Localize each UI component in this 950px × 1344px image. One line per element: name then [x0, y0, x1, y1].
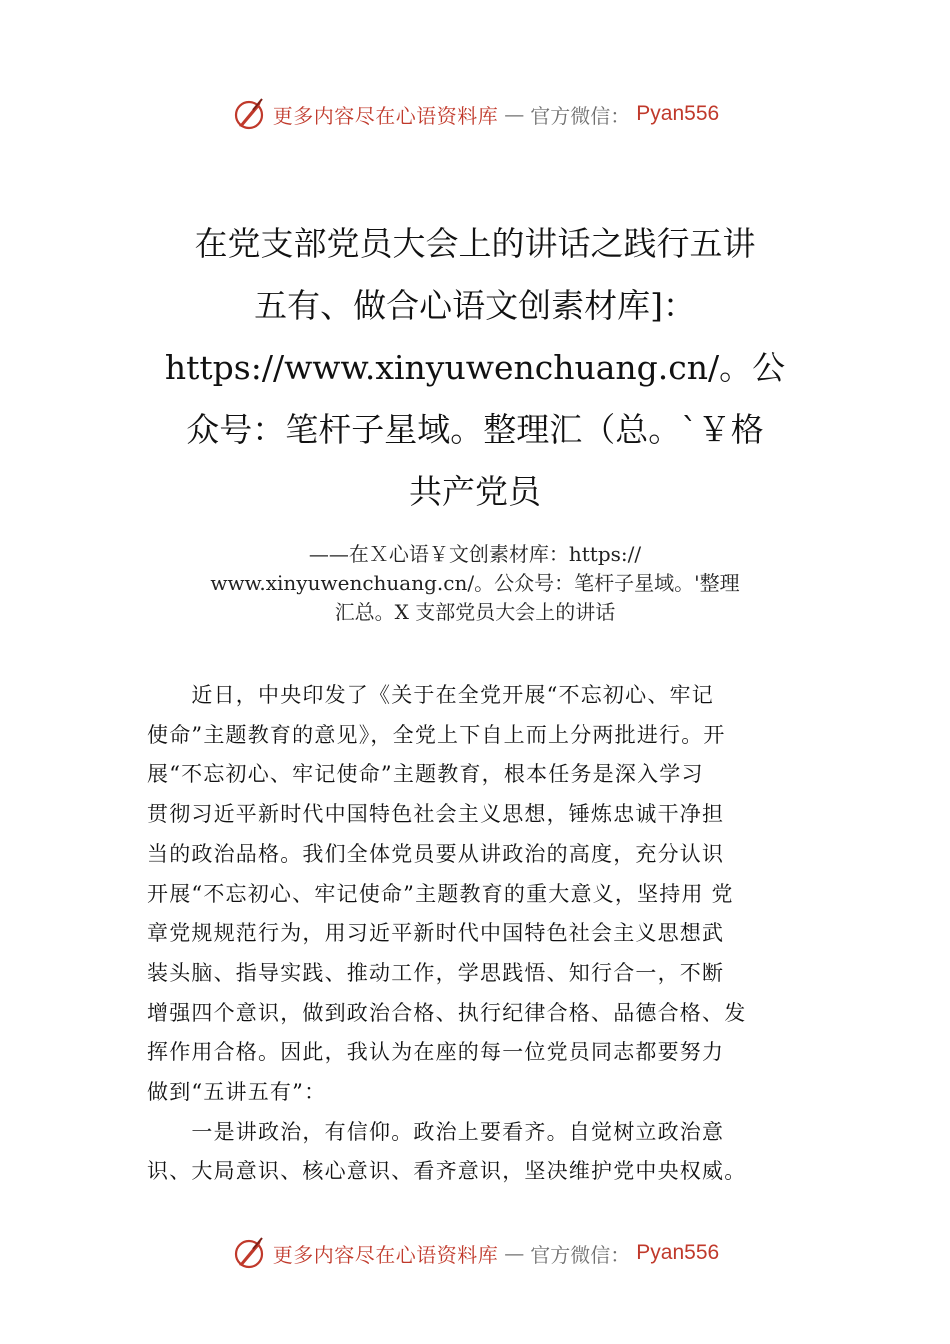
body-line: 挥作用合格。因此，我认为在座的每一位党员同志都要努力 [147, 1040, 725, 1065]
subtitle-line: www.xinyuwenchuang.cn/。公众号：笔杆子星域。'整理 [210, 571, 740, 595]
watermark-separator: — [504, 1241, 525, 1265]
body-line: 当的政治品格。我们全体党员要从讲政治的高度，充分认识 [147, 841, 725, 866]
body-line: 装头脑、指导实践、推动工作，学思践悟、知行合一，不断 [147, 960, 725, 985]
watermark-wechat-label: 官方微信： [530, 103, 631, 128]
title-line: 五有、做合心语文创素材库]： [254, 286, 696, 325]
document-body [147, 676, 807, 1192]
watermark-wechat-id: Pyan556 [636, 1241, 720, 1264]
watermark-brand: 更多内容尽在心语资料库 [272, 103, 499, 128]
subtitle-line: 汇总。X 支部党员大会上的讲话 [334, 600, 616, 624]
document-title [120, 213, 830, 523]
body-line: 做到“五讲五有”： [147, 1080, 327, 1105]
body-line: 章党规规范行为，用习近平新时代中国特色社会主义思想武 [147, 921, 725, 946]
watermark-separator: — [504, 102, 525, 126]
body-line: 贯彻习近平新时代中国特色社会主义思想，锤炼忠诚干净担 [147, 802, 725, 827]
body-line: 开展“不忘初心、牢记使命”主题教育的重大意义，坚持用 党 [147, 881, 734, 906]
body-line: 一是讲政治，有信仰。政治上要看齐。自觉树立政治意 [147, 1119, 725, 1144]
header-watermark [0, 94, 950, 134]
title-line: 在党支部党员大会上的讲话之践行五讲 [194, 224, 756, 263]
document-subtitle [130, 540, 820, 627]
quill-pen-logo-icon [231, 1235, 267, 1271]
watermark-brand: 更多内容尽在心语资料库 [272, 1242, 499, 1267]
footer-watermark [0, 1233, 950, 1273]
title-line: 共产党员 [409, 472, 541, 511]
title-line: https://www.xinyuwenchuang.cn/。公 [164, 348, 786, 387]
watermark-wechat-label: 官方微信： [530, 1242, 631, 1267]
body-line: 增强四个意识，做到政治合格、执行纪律合格、品德合格、发 [147, 1000, 747, 1025]
title-line: 众号：笔杆子星域。整理汇（总。`￥格 [186, 410, 764, 449]
quill-pen-logo-icon [231, 96, 267, 132]
subtitle-line: ——在Ｘ心语￥文创素材库：https:// [308, 542, 642, 566]
body-line: 识、大局意识、核心意识、看齐意识，坚决维护党中央权威。 [147, 1159, 747, 1184]
watermark-wechat-id: Pyan556 [636, 102, 720, 125]
body-line: 近日，中央印发了《关于在全党开展“不忘初心、牢记 [147, 683, 714, 707]
body-line: 使命”主题教育的意见》，全党上下自上而上分两批进行。开 [147, 722, 726, 747]
body-line: 展“不忘初心、牢记使命”主题教育，根本任务是深入学习 [147, 762, 704, 787]
